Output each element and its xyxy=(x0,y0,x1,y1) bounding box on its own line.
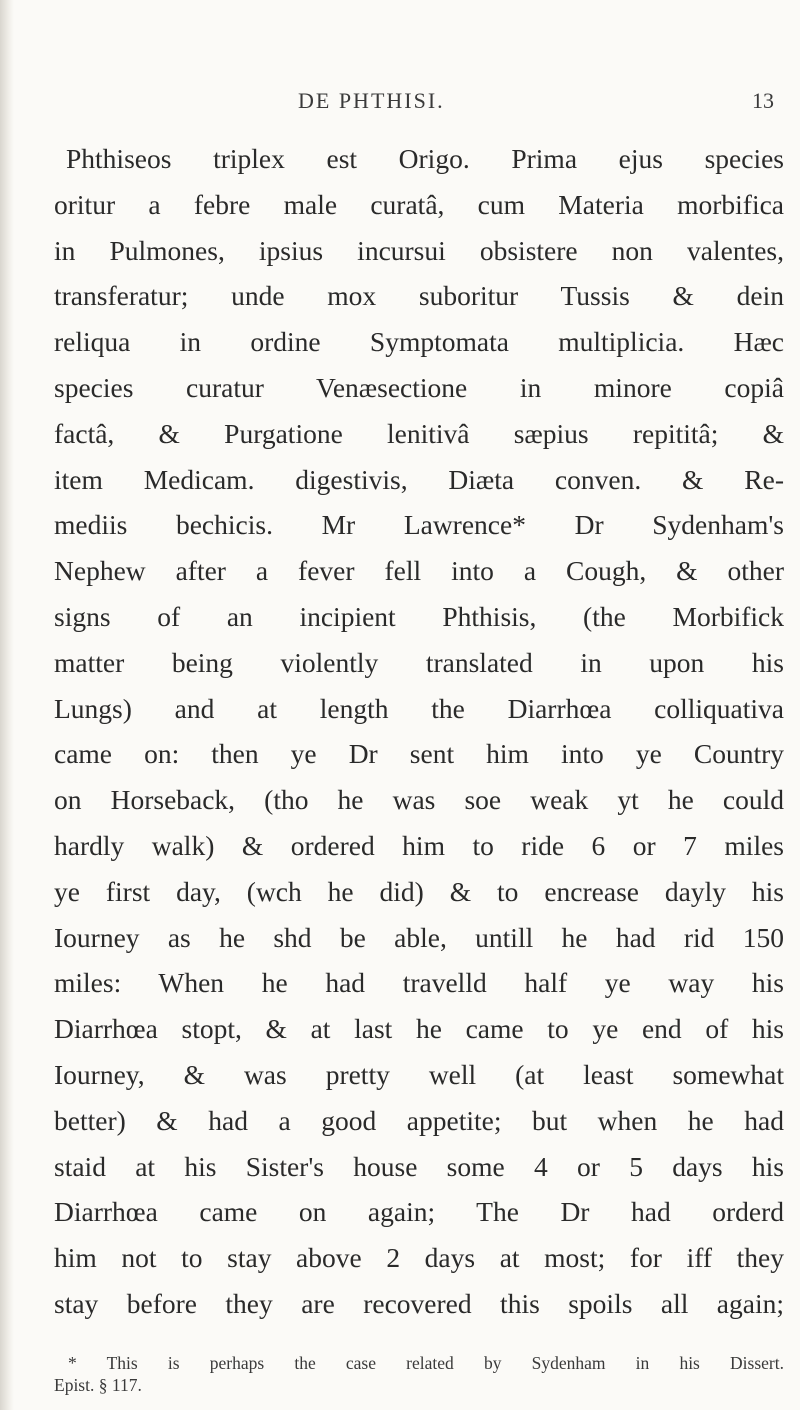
text-line: miles: When he had travelld half ye way his xyxy=(54,967,784,999)
text-line: Lungs) and at length the Diarrhœa colliquativa xyxy=(54,692,784,724)
text-line: matter being violently translated in upon his xyxy=(54,646,784,678)
footnote-line: * This is perhaps the case related by Sydenham in his Dissert. xyxy=(68,1353,784,1373)
page-header xyxy=(0,88,800,118)
text-line: better) & had a good appetite; but when he had xyxy=(54,1104,784,1136)
text-line: signs of an incipient Phthisis, (the Morbifick xyxy=(54,600,784,632)
text-line: Phthiseos triplex est Origo. Prima ejus species xyxy=(66,143,784,174)
text-line: ye first day, (wch he did) & to encrease dayly his xyxy=(54,875,784,907)
text-line: reliqua in ordine Symptomata multiplicia. Hæc xyxy=(54,326,784,358)
footnote xyxy=(54,1352,784,1396)
text-line: Iourney as he shd be able, untill he had rid 150 xyxy=(54,921,784,953)
text-line: Diarrhœa stopt, & at last he came to ye end of his xyxy=(54,1013,784,1045)
text-line: Nephew after a fever fell into a Cough, & other xyxy=(54,555,784,587)
text-line: mediis bechicis. Mr Lawrence* Dr Sydenham's xyxy=(54,509,784,541)
text-line: species curatur Venæsectione in minore copiâ xyxy=(54,371,784,403)
text-line: Iourney, & was pretty well (at least somewhat xyxy=(54,1058,784,1090)
running-head: DE PHTHISI. xyxy=(298,88,445,113)
text-line: item Medicam. digestivis, Diæta conven. & Re- xyxy=(54,463,784,495)
text-line: in Pulmones, ipsius incursui obsistere non valentes, xyxy=(54,234,784,266)
text-line: Diarrhœa came on again; The Dr had orderd xyxy=(54,1196,784,1228)
page-number: 13 xyxy=(752,88,774,113)
text-line: oritur a febre male curatâ, cum Materia morbifica xyxy=(54,188,784,220)
body-text xyxy=(54,136,784,1327)
text-line: came on: then ye Dr sent him into ye Country xyxy=(54,738,784,770)
text-line: on Horseback, (tho he was soe weak yt he could xyxy=(54,784,784,816)
text-line: staid at his Sister's house some 4 or 5 days his xyxy=(54,1150,784,1182)
page-edge-shadow xyxy=(0,0,14,1410)
text-line: stay before they are recovered this spoils all again; xyxy=(54,1287,784,1319)
text-line: him not to stay above 2 days at most; for iff they xyxy=(54,1242,784,1274)
text-line: factâ, & Purgatione lenitivâ sæpius repititâ; & xyxy=(54,417,784,449)
text-line: transferatur; unde mox suboritur Tussis & dein xyxy=(54,280,784,312)
footnote-line: Epist. § 117. xyxy=(54,1375,142,1395)
text-line: hardly walk) & ordered him to ride 6 or 7 miles xyxy=(54,829,784,861)
